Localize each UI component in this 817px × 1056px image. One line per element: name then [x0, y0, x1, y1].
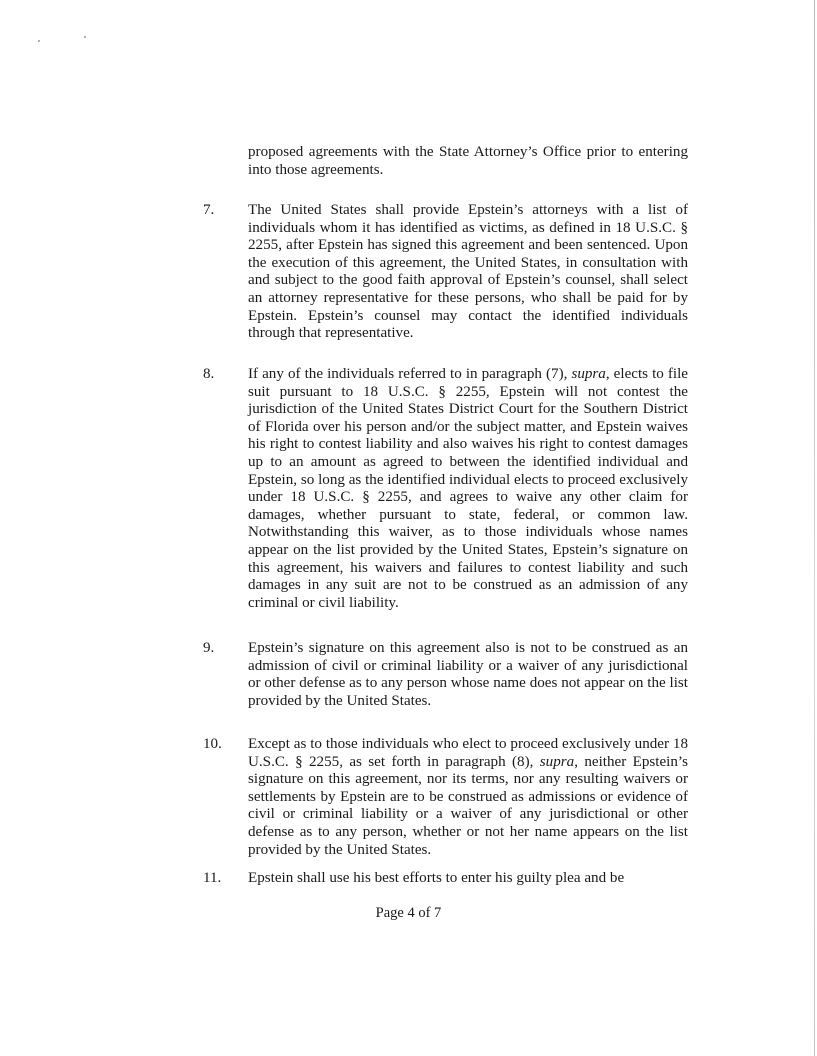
paragraph-number-7: 7.	[203, 202, 215, 218]
paragraph-7-text: The United States shall provide Epstein’s attorneys with a list of individuals whom it has identified as victims, as defined in 18 U.S.C. § 2255, after Epstein has signed this agreement and been sentenced. Upon the execution of this agreement, the United States, in consultation with and subject to the good faith approval of Epstein’s counsel, shall select an attorney representative for these persons, who shall be paid for by Epstein. Epstein’s counsel may contact the identified individuals through that representative.	[248, 202, 688, 342]
scan-speck	[84, 36, 86, 38]
paragraph-10-text	[248, 736, 688, 859]
paragraph-number-10: 10.	[203, 736, 222, 752]
paragraph-10-text-part-2: , neither Epstein’s signature on this agreement, nor its terms, nor any resulting waivers or settlements by Epstein are to be construed as admissions or evidence of civil or criminal liability or a waiver of any jurisdictional or other defense as to any person, whether or not her name appears on the list provided by the United States.	[248, 753, 688, 858]
paragraph-number-8: 8.	[203, 366, 215, 382]
scan-speck	[38, 40, 40, 42]
paragraph-8-supra: supra	[571, 366, 606, 382]
paragraph-11-text: Epstein shall use his best efforts to enter his guilty plea and be	[248, 870, 625, 886]
paragraph-number-11: 11.	[203, 870, 222, 886]
paragraph-8-text-part-2: , elects to file suit pursuant to 18 U.S.C. § 2255, Epstein will not contest the jurisdiction of the United States District Court for the Southern District of Florida over his person and/or the subject matter, and Epstein waives his right to contest liability and also waives his right to contest damages up to an amount as agreed to between the identified individual and Epstein, so long as the identified individual elects to proceed exclusively under 18 U.S.C. § 2255, and agrees to waive any other claim for damages, whether pursuant to state, federal, or common law. Notwithstanding this waiver, as to those individuals whose names appear on the list provided by the United States, Epstein’s signature on this agreement, his waivers and failures to contest liability and such damages in any suit are not to be construed as an admission of any criminal or civil liability.	[248, 366, 688, 611]
paragraph-8-text-part-1: If any of the individuals referred to in paragraph (7),	[248, 366, 572, 382]
paragraph-10-supra: supra	[539, 753, 575, 770]
paragraph-9-text: Epstein’s signature on this agreement also is not to be construed as an admission of civil or criminal liability or a waiver of any jurisdictional or other defense as to any person whose name does not appear on the list provided by the United States.	[248, 640, 688, 709]
scan-edge-line	[814, 0, 815, 1056]
paragraph-number-9: 9.	[203, 640, 215, 656]
paragraph-10-text-part-1: Except as to those individuals who elect to proceed exclusively under 18 U.S.C. § 2255, as set forth in paragraph (8),	[248, 736, 688, 770]
page-number-footer: Page 4 of 7	[375, 905, 442, 921]
paragraph-8-text	[248, 366, 688, 612]
continuation-text: proposed agreements with the State Attorney’s Office prior to entering into those agreements.	[248, 144, 688, 178]
